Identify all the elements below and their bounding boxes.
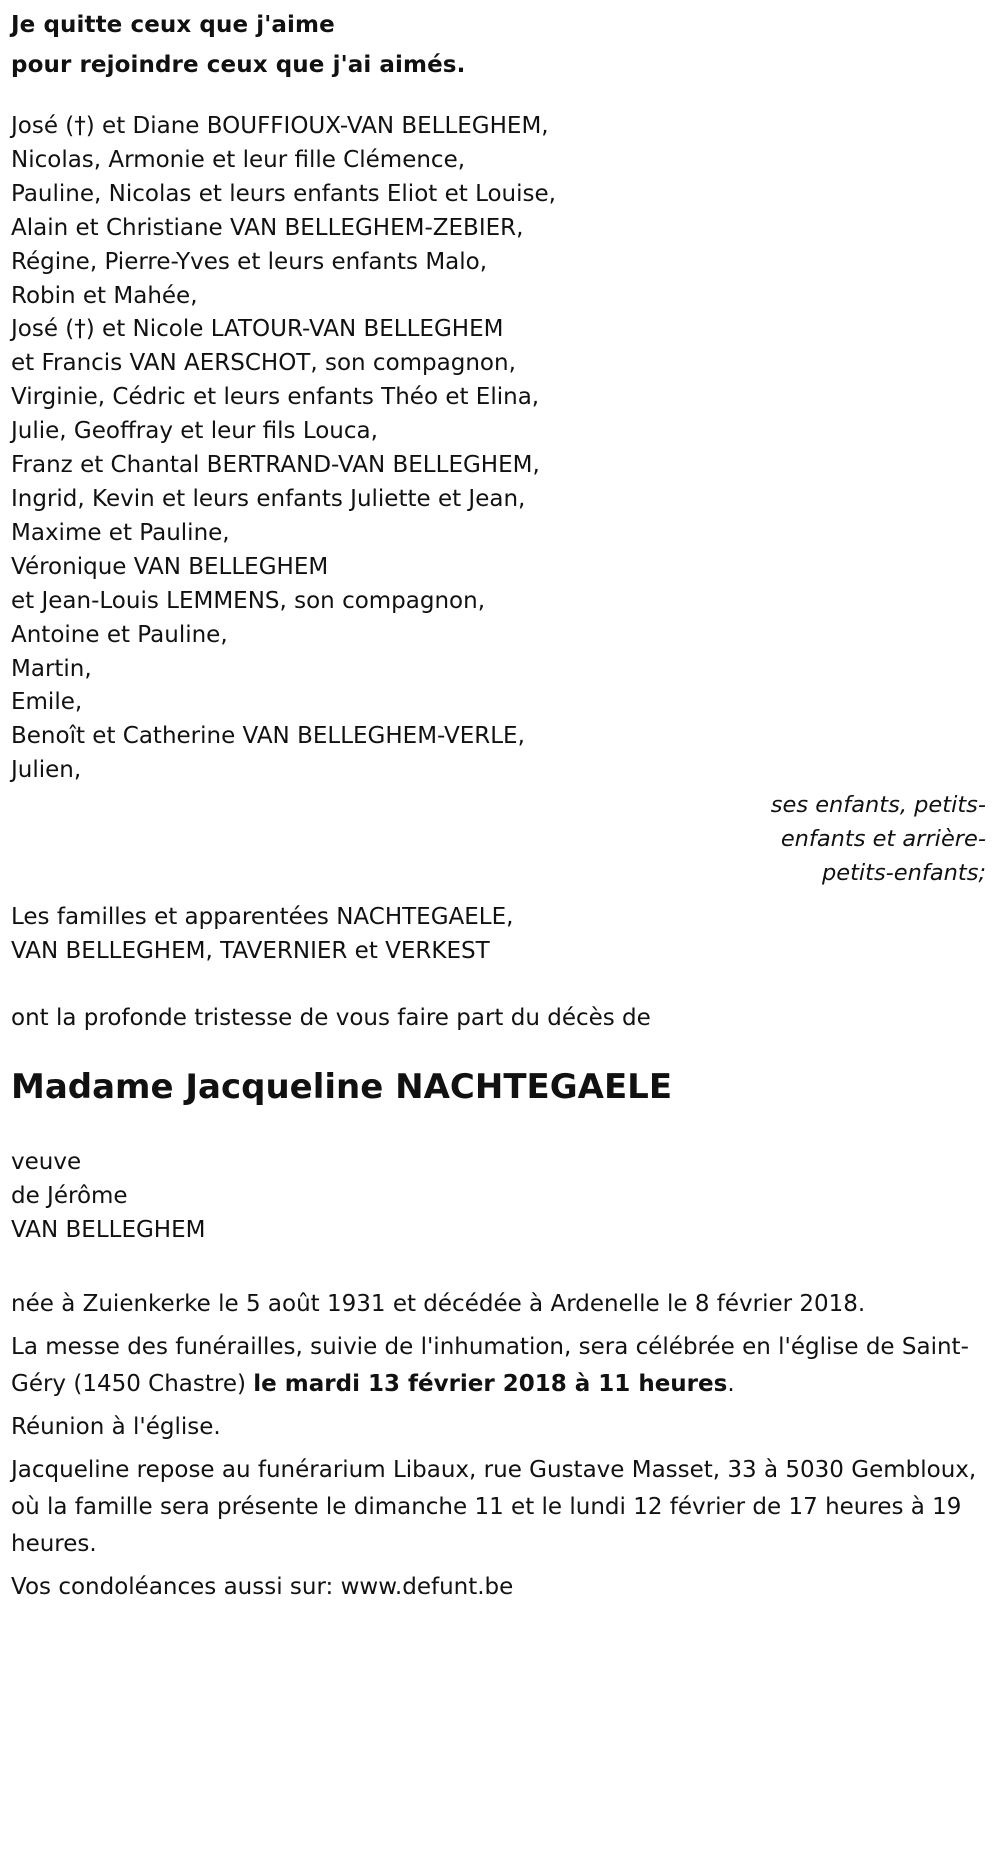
family-line: José (†) et Diane BOUFFIOUX-VAN BELLEGHEM, (11, 113, 549, 139)
meeting-text: Réunion à l'église. (11, 1413, 221, 1440)
family-line: Ingrid, Kevin et leurs enfants Juliette et Jean, (11, 485, 526, 512)
family-line: Antoine et Pauline, (11, 621, 228, 648)
family-line: Emile, (11, 689, 83, 716)
family-line: Julien, (11, 757, 82, 784)
widow-line: VAN BELLEGHEM (11, 1216, 206, 1243)
deceased-name: Madame Jacqueline NACHTEGAELE (11, 1066, 673, 1107)
family-line: Robin et Mahée, (11, 282, 198, 309)
motto-quote (11, 5, 986, 85)
relation-line: ses enfants, petits- (770, 792, 986, 819)
family-line: Maxime et Pauline, (11, 519, 230, 546)
family-line: Virginie, Cédric et leurs enfants Théo et Elina, (11, 384, 540, 411)
widow-info (11, 1146, 986, 1248)
family-line: et Jean-Louis LEMMENS, son compagnon, (11, 587, 486, 614)
family-list (11, 110, 986, 788)
widow-line: de Jérôme (11, 1182, 128, 1209)
family-line: et Francis VAN AERSCHOT, son compagnon, (11, 350, 516, 377)
birth-death-text: née à Zuienkerke le 5 août 1931 et décédée à Ardenelle le 8 février 2018. (11, 1290, 866, 1317)
relatives-line: VAN BELLEGHEM, TAVERNIER et VERKEST (11, 938, 490, 965)
family-line: Alain et Christiane VAN BELLEGHEM-ZEBIER, (11, 214, 524, 241)
relation-line: petits-enfants; (821, 860, 986, 887)
family-line: Régine, Pierre-Yves et leurs enfants Malo, (11, 248, 488, 275)
rest-place-text: Jacqueline repose au funérarium Libaux, rue Gustave Masset, 33 à 5030 Gembloux, où la famille sera présente le dimanche 11 et le lundi 12 février de 17 heures à 19 heures. (11, 1456, 977, 1557)
family-line: José (†) et Nicole LATOUR-VAN BELLEGHEM (11, 316, 504, 343)
family-line: Julie, Geoffray et leur fils Louca, (11, 418, 378, 445)
family-line: Benoît et Catherine VAN BELLEGHEM-VERLE, (11, 723, 525, 750)
family-line: Nicolas, Armonie et leur fille Clémence, (11, 146, 466, 173)
obituary-notice (11, 0, 986, 1606)
relatives-line: Les familles et apparentées NACHTEGAELE, (11, 904, 514, 931)
widow-line: veuve (11, 1148, 82, 1175)
family-line: Pauline, Nicolas et leurs enfants Eliot et Louise, (11, 180, 556, 207)
family-line: Franz et Chantal BERTRAND-VAN BELLEGHEM, (11, 452, 540, 479)
family-line: Martin, (11, 655, 92, 682)
funeral-info (11, 1329, 986, 1403)
condolences-text: Vos condoléances aussi sur: www.defunt.be (11, 1573, 514, 1600)
relation-caption (11, 788, 986, 890)
funeral-date-time: le mardi 13 février 2018 à 11 heures (253, 1370, 728, 1397)
announcement-text: ont la profonde tristesse de vous faire part du décès de (11, 1004, 651, 1031)
funeral-text: La messe des funérailles, suivie de l'inhumation, sera célébrée en l'église de Saint-Géry (1450 Chastre) (11, 1333, 969, 1397)
family-line: Véronique VAN BELLEGHEM (11, 553, 329, 580)
funeral-end: . (727, 1370, 735, 1397)
motto-line-1: Je quitte ceux que j'aime (11, 12, 335, 38)
relatives-list (11, 901, 986, 969)
relation-line: enfants et arrière- (780, 826, 986, 853)
motto-line-2: pour rejoindre ceux que j'ai aimés. (11, 52, 466, 78)
